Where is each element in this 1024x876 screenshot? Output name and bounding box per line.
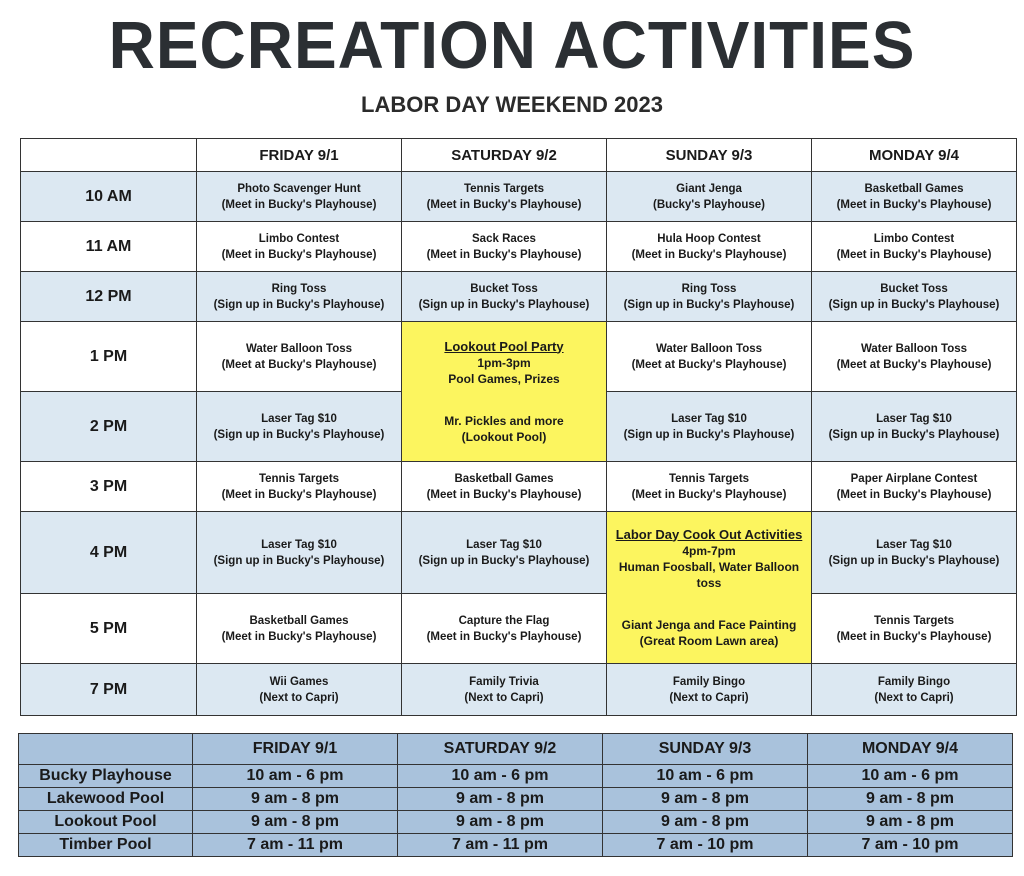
pool-party-time: 1pm-3pm xyxy=(477,355,531,370)
cookout-detail: Human Foosball, Water Balloon toss xyxy=(618,559,800,590)
corner-cell xyxy=(21,139,197,172)
activity-location: (Sign up in Bucky's Playhouse) xyxy=(213,554,385,567)
activity-cell xyxy=(402,222,607,272)
hours-cell: 9 am - 8 pm xyxy=(808,788,1013,811)
activity-location: (Meet in Bucky's Playhouse) xyxy=(836,630,992,643)
table-row xyxy=(19,765,1013,788)
activity-cell xyxy=(812,322,1017,392)
activity-schedule-table xyxy=(20,138,1017,716)
activity-cell xyxy=(402,172,607,222)
table-row xyxy=(21,664,1017,716)
hours-cell: 9 am - 8 pm xyxy=(603,811,808,834)
day-header-monday: MONDAY 9/4 xyxy=(808,734,1013,765)
activity-location: (Meet in Bucky's Playhouse) xyxy=(631,248,787,261)
activity-location: (Next to Capri) xyxy=(464,691,544,704)
activity-name: Capture the Flag xyxy=(458,614,550,627)
activity-cell xyxy=(812,512,1017,594)
activity-location: (Meet in Bucky's Playhouse) xyxy=(221,198,377,211)
activity-name: Hula Hoop Contest xyxy=(657,232,761,245)
day-header-friday: FRIDAY 9/1 xyxy=(197,139,402,172)
activity-location: (Meet at Bucky's Playhouse) xyxy=(221,358,377,371)
facility-name: Lookout Pool xyxy=(19,811,193,834)
activity-location: (Meet in Bucky's Playhouse) xyxy=(836,488,992,501)
page-title: RECREATION ACTIVITIES xyxy=(108,7,916,83)
table-row xyxy=(21,512,1017,594)
activity-location: (Meet in Bucky's Playhouse) xyxy=(426,198,582,211)
day-header-sunday: SUNDAY 9/3 xyxy=(603,734,808,765)
activity-name: Tennis Targets xyxy=(668,472,750,485)
activity-location: (Sign up in Bucky's Playhouse) xyxy=(828,298,1000,311)
activity-cell xyxy=(812,172,1017,222)
activity-name: Wii Games xyxy=(269,675,329,688)
hours-header-row xyxy=(19,734,1013,765)
time-label: 5 PM xyxy=(21,594,197,664)
pool-party-location: (Lookout Pool) xyxy=(461,429,547,444)
hours-cell: 7 am - 10 pm xyxy=(808,834,1013,857)
activity-location: (Meet in Bucky's Playhouse) xyxy=(221,248,377,261)
activity-location: (Meet in Bucky's Playhouse) xyxy=(836,198,992,211)
activity-cell xyxy=(812,392,1017,462)
activity-cell xyxy=(607,462,812,512)
pool-party-detail: Mr. Pickles and more xyxy=(444,413,564,428)
activity-name: Ring Toss xyxy=(271,282,327,295)
hours-cell: 9 am - 8 pm xyxy=(603,788,808,811)
activity-name: Family Bingo xyxy=(877,675,951,688)
activity-cell xyxy=(402,462,607,512)
activity-name: Photo Scavenger Hunt xyxy=(237,182,361,195)
activity-name: Tennis Targets xyxy=(463,182,545,195)
facility-name: Lakewood Pool xyxy=(19,788,193,811)
activity-name: Basketball Games xyxy=(454,472,554,485)
activity-name: Basketball Games xyxy=(864,182,964,195)
activity-cell xyxy=(812,594,1017,664)
hours-cell: 10 am - 6 pm xyxy=(808,765,1013,788)
table-row xyxy=(19,811,1013,834)
activity-cell xyxy=(812,272,1017,322)
activity-cell xyxy=(197,594,402,664)
activity-name: Laser Tag $10 xyxy=(261,412,337,425)
activity-location: (Next to Capri) xyxy=(874,691,954,704)
activity-location: (Meet in Bucky's Playhouse) xyxy=(426,488,582,501)
hours-cell: 9 am - 8 pm xyxy=(193,788,398,811)
activity-name: Tennis Targets xyxy=(258,472,340,485)
activity-location: (Sign up in Bucky's Playhouse) xyxy=(828,554,1000,567)
activity-cell xyxy=(197,272,402,322)
activity-location: (Meet in Bucky's Playhouse) xyxy=(221,630,377,643)
spacer xyxy=(611,591,807,617)
activity-name: Water Balloon Toss xyxy=(245,342,353,355)
table-row xyxy=(21,462,1017,512)
cookout-title: Labor Day Cook Out Activities xyxy=(615,526,803,542)
activity-location: (Sign up in Bucky's Playhouse) xyxy=(213,298,385,311)
table-row xyxy=(19,834,1013,857)
activity-cell xyxy=(607,222,812,272)
activity-location: (Meet in Bucky's Playhouse) xyxy=(631,488,787,501)
table-row xyxy=(21,172,1017,222)
time-label: 11 AM xyxy=(21,222,197,272)
activity-name: Tennis Targets xyxy=(873,614,955,627)
hours-cell: 7 am - 10 pm xyxy=(603,834,808,857)
activity-name: Giant Jenga xyxy=(676,182,742,195)
hours-cell: 10 am - 6 pm xyxy=(398,765,603,788)
time-label: 7 PM xyxy=(21,664,197,716)
cookout-detail: Giant Jenga and Face Painting xyxy=(621,617,797,632)
pool-party-event-cell xyxy=(402,322,607,462)
activity-name: Laser Tag $10 xyxy=(261,538,337,551)
time-label: 10 AM xyxy=(21,172,197,222)
activity-cell xyxy=(812,664,1017,716)
activity-name: Laser Tag $10 xyxy=(876,538,952,551)
activity-cell xyxy=(607,322,812,392)
activity-cell xyxy=(607,392,812,462)
activity-name: Sack Races xyxy=(472,232,536,245)
activity-cell xyxy=(197,462,402,512)
hours-cell: 9 am - 8 pm xyxy=(398,811,603,834)
activity-cell xyxy=(607,664,812,716)
day-header-friday: FRIDAY 9/1 xyxy=(193,734,398,765)
hours-cell: 7 am - 11 pm xyxy=(193,834,398,857)
activity-location: (Meet in Bucky's Playhouse) xyxy=(426,248,582,261)
activity-name: Water Balloon Toss xyxy=(655,342,763,355)
activity-cell xyxy=(197,322,402,392)
activity-location: (Next to Capri) xyxy=(669,691,749,704)
hours-cell: 9 am - 8 pm xyxy=(398,788,603,811)
activity-name: Paper Airplane Contest xyxy=(850,472,978,485)
hours-cell: 10 am - 6 pm xyxy=(193,765,398,788)
activity-location: (Bucky's Playhouse) xyxy=(652,198,766,211)
activity-cell xyxy=(402,594,607,664)
activity-location: (Next to Capri) xyxy=(259,691,339,704)
activity-name: Ring Toss xyxy=(681,282,737,295)
activity-location: (Sign up in Bucky's Playhouse) xyxy=(418,298,590,311)
activity-cell xyxy=(197,222,402,272)
facility-name: Bucky Playhouse xyxy=(19,765,193,788)
time-label: 12 PM xyxy=(21,272,197,322)
activity-cell xyxy=(812,222,1017,272)
hours-cell: 10 am - 6 pm xyxy=(603,765,808,788)
activity-location: (Sign up in Bucky's Playhouse) xyxy=(418,554,590,567)
activity-cell xyxy=(812,462,1017,512)
activity-name: Family Bingo xyxy=(672,675,746,688)
activity-cell xyxy=(402,272,607,322)
activity-name: Laser Tag $10 xyxy=(466,538,542,551)
cookout-time: 4pm-7pm xyxy=(682,543,736,558)
activity-cell xyxy=(197,664,402,716)
table-row xyxy=(19,788,1013,811)
page-subtitle: LABOR DAY WEEKEND 2023 xyxy=(361,92,663,117)
cookout-location: (Great Room Lawn area) xyxy=(639,633,779,648)
time-label: 3 PM xyxy=(21,462,197,512)
activity-location: (Sign up in Bucky's Playhouse) xyxy=(828,428,1000,441)
table-row xyxy=(21,272,1017,322)
activity-location: (Meet in Bucky's Playhouse) xyxy=(836,248,992,261)
activity-name: Bucket Toss xyxy=(880,282,948,295)
activity-name: Water Balloon Toss xyxy=(860,342,968,355)
activity-cell xyxy=(607,172,812,222)
pool-party-detail: Pool Games, Prizes xyxy=(448,371,560,386)
table-row xyxy=(21,222,1017,272)
activity-location: (Meet in Bucky's Playhouse) xyxy=(221,488,377,501)
activity-location: (Meet at Bucky's Playhouse) xyxy=(631,358,787,371)
activity-name: Laser Tag $10 xyxy=(876,412,952,425)
time-label: 2 PM xyxy=(21,392,197,462)
activity-cell xyxy=(402,664,607,716)
activity-name: Laser Tag $10 xyxy=(671,412,747,425)
activity-location: (Sign up in Bucky's Playhouse) xyxy=(623,298,795,311)
time-label: 4 PM xyxy=(21,512,197,594)
time-label: 1 PM xyxy=(21,322,197,392)
table-row xyxy=(21,322,1017,392)
activity-location: (Sign up in Bucky's Playhouse) xyxy=(213,428,385,441)
activity-cell xyxy=(197,512,402,594)
activity-cell xyxy=(197,172,402,222)
activity-name: Limbo Contest xyxy=(873,232,955,245)
day-header-sunday: SUNDAY 9/3 xyxy=(607,139,812,172)
hours-cell: 7 am - 11 pm xyxy=(398,834,603,857)
table-row xyxy=(21,594,1017,664)
activity-name: Bucket Toss xyxy=(470,282,538,295)
activity-cell xyxy=(607,272,812,322)
activity-location: (Meet at Bucky's Playhouse) xyxy=(836,358,992,371)
activity-location: (Sign up in Bucky's Playhouse) xyxy=(623,428,795,441)
activity-cell xyxy=(402,512,607,594)
hours-cell: 9 am - 8 pm xyxy=(808,811,1013,834)
hours-cell: 9 am - 8 pm xyxy=(193,811,398,834)
activity-location: (Meet in Bucky's Playhouse) xyxy=(426,630,582,643)
day-header-saturday: SATURDAY 9/2 xyxy=(402,139,607,172)
activity-name: Limbo Contest xyxy=(258,232,340,245)
activity-name: Basketball Games xyxy=(249,614,349,627)
corner-cell xyxy=(19,734,193,765)
activity-name: Family Trivia xyxy=(469,675,539,688)
cookout-event-cell xyxy=(607,512,812,664)
day-header-monday: MONDAY 9/4 xyxy=(812,139,1017,172)
spacer xyxy=(406,387,602,413)
activity-cell xyxy=(197,392,402,462)
pool-party-title: Lookout Pool Party xyxy=(444,338,564,354)
facility-hours-table xyxy=(18,733,1013,857)
facility-name: Timber Pool xyxy=(19,834,193,857)
day-header-saturday: SATURDAY 9/2 xyxy=(398,734,603,765)
schedule-header-row xyxy=(21,139,1017,172)
